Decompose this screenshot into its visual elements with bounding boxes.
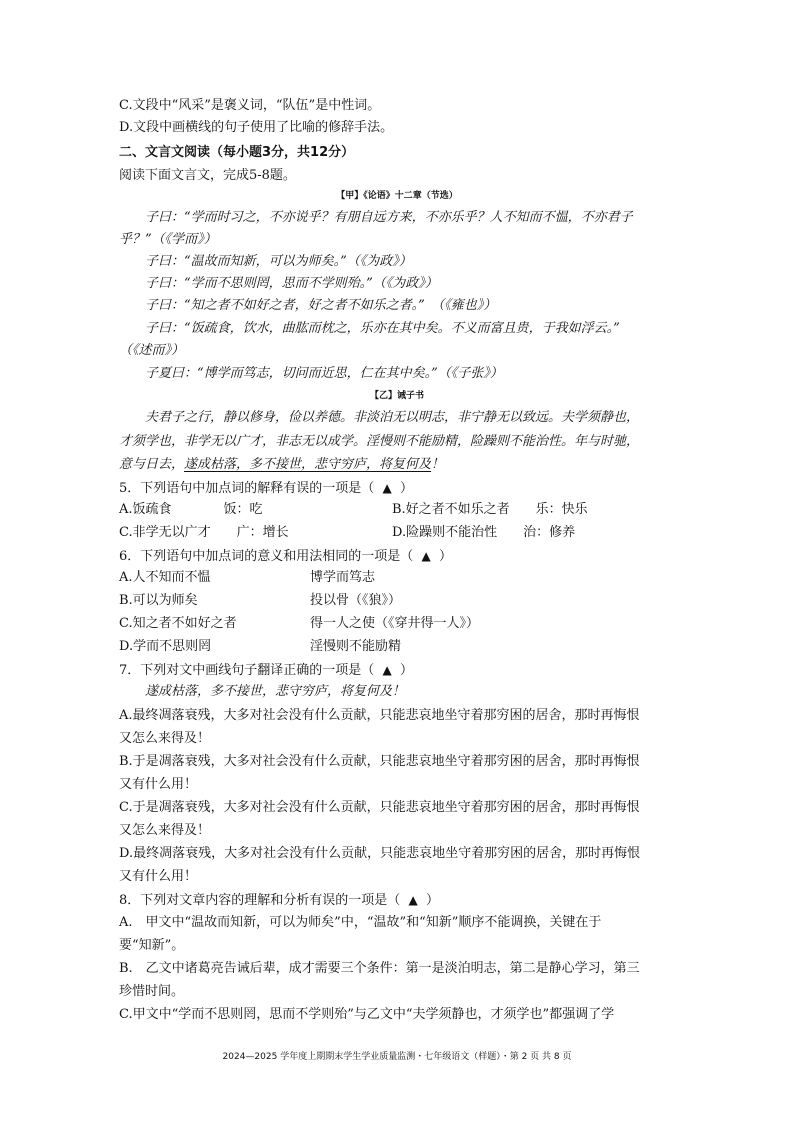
q7-option-a2: 又怎么来得及！ xyxy=(119,731,211,746)
q6-option-c1: C.知之者不如好之者 xyxy=(119,616,237,631)
q5-option-d: D.险躁则不能治性 治：修养 xyxy=(392,525,576,540)
section-title: 二、文言文阅读（每小题3分，共12分） xyxy=(119,145,355,160)
answer-triangle-icon: ▲ xyxy=(408,893,418,907)
q7-option-c1: C.于是凋落衰残，大多对社会没有什么贡献，只能悲哀地坐守着那穷困的居舍，那时再悔恨 xyxy=(119,800,640,815)
yi-line-1: 夫君子之行，静以修身，俭以养德。非淡泊无以明志，非宁静无以致远。夫学须静也， xyxy=(145,410,640,425)
question-6 xyxy=(119,546,452,567)
q7-option-a1: A.最终凋落衰残，大多对社会没有什么贡献，只能悲哀地坐守着那穷困的居舍，那时再悔恨 xyxy=(119,708,640,723)
yi-line-3 xyxy=(119,455,444,475)
jia-line-4: 子曰：“知之者不如好之者，好之者不如乐之者。” （《雍也》） xyxy=(145,298,497,313)
q6-option-a2: 博学而笃志 xyxy=(310,570,376,585)
answer-triangle-icon: ▲ xyxy=(382,663,392,677)
q6-end: ） xyxy=(439,549,453,564)
q8-end: ） xyxy=(426,893,440,908)
instruction: 阅读下面文言文，完成5-8题。 xyxy=(119,168,296,183)
q7-quote: 遂成枯落，多不接世，悲守穷庐，将复何及！ xyxy=(145,684,406,699)
yi-title: 【乙】诫子书 xyxy=(369,391,424,401)
jia-line-2: 子曰：“温故而知新，可以为师矣。”（《为政》） xyxy=(145,254,412,269)
option-d-top: D.文段中画横线的句子使用了比喻的修辞手法。 xyxy=(119,120,394,135)
jia-line-5b: （《述而》） xyxy=(119,343,185,358)
q6-option-d2: 淫慢则不能励精 xyxy=(310,639,402,654)
q8-option-a1: A. 甲文中“温故而知新，可以为师矣”中，“温故”和“知新”顺序不能调换，关键在于 xyxy=(119,915,602,930)
answer-triangle-icon: ▲ xyxy=(382,481,392,495)
q6-option-c2: 得一人之使（《穿井得一人》） xyxy=(310,616,480,631)
yi-line-3a: 意与日去， xyxy=(119,457,185,472)
q5-option-a: A.饭疏食 饭：吃 xyxy=(119,502,263,517)
q6-text: 6．下列语句中加点词的意义和用法相同的一项是（ xyxy=(119,549,414,564)
q7-option-c2: 又怎么来得及！ xyxy=(119,823,211,838)
jia-line-3: 子曰：“学而不思则罔，思而不学则殆。”（《为政》） xyxy=(145,276,438,291)
jia-line-5a: 子曰：“饭疏食，饮水，曲肱而枕之，乐亦在其中矣。不义而富且贵，于我如浮云。” xyxy=(145,321,620,336)
q7-text: 7．下列对文中画线句子翻译正确的一项是（ xyxy=(119,663,375,678)
q6-option-b1: B.可以为师矣 xyxy=(119,593,198,608)
question-5 xyxy=(119,478,413,499)
q8-text: 8．下列对文章内容的理解和分析有误的一项是（ xyxy=(119,893,401,908)
jia-title: 【甲】《论语》十二章（节选） xyxy=(336,191,458,201)
option-c-top: C.文段中“风采”是褒义词，“队伍”是中性词。 xyxy=(119,98,381,113)
jia-line-6: 子夏曰：“博学而笃志，切问而近思，仁在其中矣。”（《子张》） xyxy=(145,366,503,381)
question-8 xyxy=(119,890,439,911)
q7-option-b2: 又有什么用！ xyxy=(119,777,198,792)
yi-line-3c: ！ xyxy=(431,457,445,472)
q5-option-c: C.非学无以广才 广：增长 xyxy=(119,525,289,540)
q7-option-d2: 又有什么用！ xyxy=(119,869,198,884)
q5-text: 5．下列语句中加点词的解释有误的一项是（ xyxy=(119,481,375,496)
q7-end: ） xyxy=(400,663,414,678)
q8-option-b1: B. 乙文中诸葛亮告诫后辈，成才需要三个条件：第一是淡泊明志，第二是静心学习，第三 xyxy=(119,961,640,976)
q6-option-b2: 投以骨（《狼》） xyxy=(310,593,402,608)
q8-option-c1: C.甲文中“学而不思则罔，思而不学则殆”与乙文中“夫学须静也，才须学也”都强调了学 xyxy=(119,1007,615,1022)
jia-line-1b: 乎？”（《学而》） xyxy=(119,232,217,247)
q7-option-b1: B.于是凋落衰残，大多对社会没有什么贡献，只能悲哀地坐守着那穷困的居舍，那时再悔恨 xyxy=(119,754,640,769)
q7-option-d1: D.最终凋落衰残，大多对社会没有什么贡献，只能悲哀地坐守着那穷困的居舍，那时再悔恨 xyxy=(119,846,641,861)
q6-option-a1: A.人不知而不愠 xyxy=(119,570,211,585)
q8-option-a2: 要“知新”。 xyxy=(119,938,185,953)
jia-line-1a: 子曰：“学而时习之，不亦说乎？有朋自远方来，不亦乐乎？人不知而不愠，不亦君子 xyxy=(145,210,633,225)
page-footer: 2024—2025 学年度上期期末学生学业质量监测・七年级语文（样题）・第 2 页 共 8 页 xyxy=(222,1052,572,1062)
yi-underlined-sentence: 遂成枯落，多不接世，悲守穷庐，将复何及 xyxy=(184,457,432,472)
yi-line-2: 才须学也，非学无以广才，非志无以成学。淫慢则不能励精，险躁则不能治性。年与时驰， xyxy=(119,434,640,449)
question-7 xyxy=(119,660,413,681)
q6-option-d1: D.学而不思则罔 xyxy=(119,639,212,654)
q5-option-b: B.好之者不如乐之者 乐：快乐 xyxy=(392,502,588,517)
q8-option-b2: 珍惜时间。 xyxy=(119,984,185,999)
q5-end: ） xyxy=(400,481,414,496)
answer-triangle-icon: ▲ xyxy=(421,549,431,563)
